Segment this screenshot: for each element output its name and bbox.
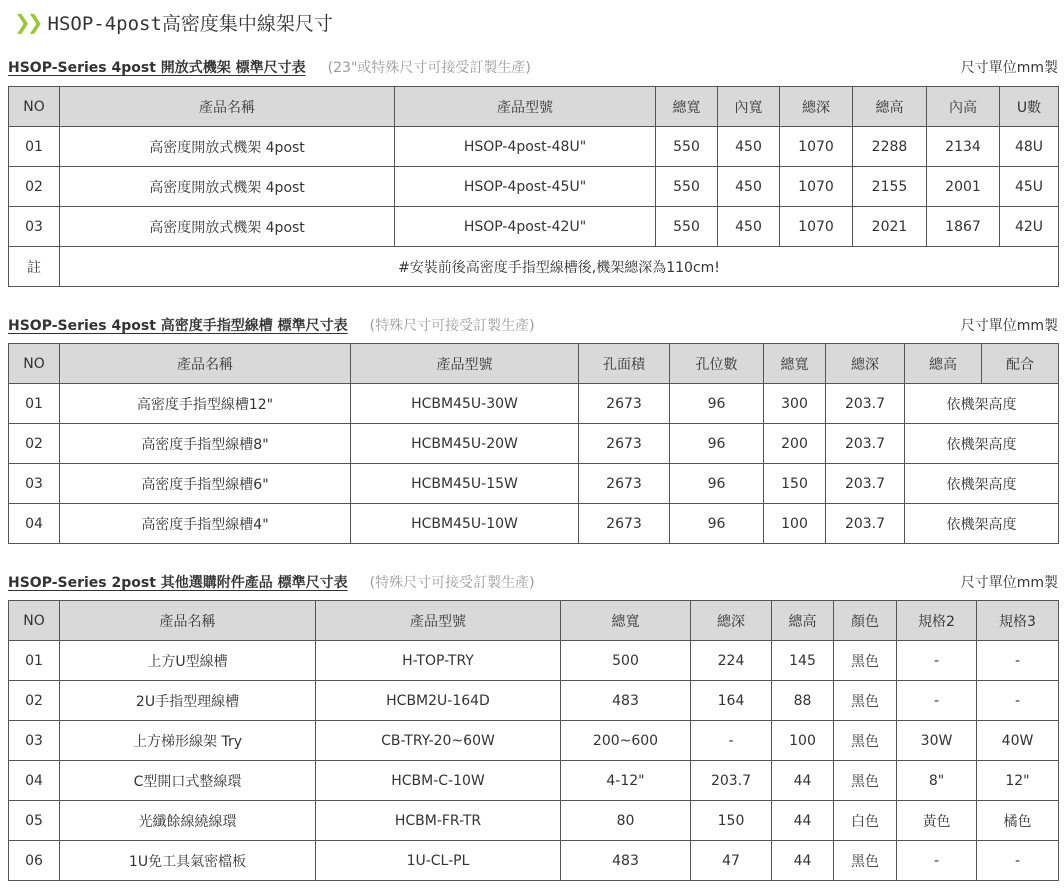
section-3-table [8,600,1059,881]
table-cell: 300 [764,384,826,424]
table-cell: 2001 [927,167,1000,207]
column-header: 產品名稱 [60,344,351,384]
column-header: 內高 [927,87,1000,127]
table-cell: - [691,721,772,761]
table-cell: 30W [897,721,977,761]
column-header: 總深 [691,601,772,641]
table-cell: 550 [656,127,718,167]
table-cell: HCBM45U-10W [351,504,579,544]
table-cell: HCBM-C-10W [316,761,561,801]
page-title [14,8,333,36]
table-cell: 03 [9,721,60,761]
section-3-title: HSOP-Series 2post 其他選購附件產品 標準尺寸表 [8,575,348,591]
column-header: 總寬 [561,601,691,641]
section-3-unit: 尺寸單位mm製 [960,575,1058,591]
table-cell: 02 [9,681,60,721]
table-cell: 光纖餘線繞線環 [60,801,316,841]
table-row [9,424,1059,464]
table-cell: 上方梯形線架 Try [60,721,316,761]
table-cell: 44 [772,841,834,881]
footnote-label: 註 [9,247,60,287]
double-chevron-right-icon: ❯❯ [14,10,40,34]
table-cell: 01 [9,641,60,681]
table-cell: 02 [9,167,60,207]
table-cell: 高密度開放式機架 4post [60,167,395,207]
table-cell: 高密度開放式機架 4post [60,207,395,247]
section-2-unit: 尺寸單位mm製 [960,318,1058,334]
table-cell: 1U免工具氣密檔板 [60,841,316,881]
table-row [9,504,1059,544]
table-cell: 96 [670,384,764,424]
table-cell: 450 [718,207,780,247]
table-cell: 白色 [834,801,897,841]
table-cell: 203.7 [826,504,905,544]
section-1-note: (23"或特殊尺寸可接受訂製生產) [327,60,531,76]
table-cell: 1U-CL-PL [316,841,561,881]
table-cell: 88 [772,681,834,721]
table-cell: 04 [9,504,60,544]
table-cell: 100 [772,721,834,761]
table-cell: 05 [9,801,60,841]
table-cell: 483 [561,841,691,881]
table-row [9,761,1059,801]
table-cell: 203.7 [826,384,905,424]
table-cell: - [977,841,1059,881]
table-cell: 橘色 [977,801,1059,841]
table-cell: 47 [691,841,772,881]
table-row [9,384,1059,424]
table-cell: 12" [977,761,1059,801]
table-header-row [9,344,1059,384]
table-cell: 200 [764,424,826,464]
column-header: NO [9,87,60,127]
section-1-unit: 尺寸單位mm製 [960,60,1058,76]
column-header: 產品型號 [316,601,561,641]
table-cell: 1070 [780,127,853,167]
table-cell: 450 [718,127,780,167]
column-header: 孔面積 [579,344,670,384]
table-cell: 黑色 [834,841,897,881]
table-cell: HCBM2U-164D [316,681,561,721]
column-header: 總高 [905,344,982,384]
table-cell: 500 [561,641,691,681]
column-header: 總深 [826,344,905,384]
column-header: 孔位數 [670,344,764,384]
table-cell: 2673 [579,384,670,424]
table-cell: 黑色 [834,721,897,761]
table-row [9,681,1059,721]
table-row [9,167,1059,207]
table-cell: 8" [897,761,977,801]
table-cell: 200~600 [561,721,691,761]
table-cell: H-TOP-TRY [316,641,561,681]
table-cell: 96 [670,504,764,544]
table-cell: 150 [691,801,772,841]
table-cell: 2673 [579,424,670,464]
column-header: 總高 [853,87,927,127]
table-row [9,641,1059,681]
section-3-note: (特殊尺寸可接受訂製生產) [369,575,535,591]
column-header: 規格3 [977,601,1059,641]
table-cell: - [897,841,977,881]
table-cell: 2155 [853,167,927,207]
table-cell: 2021 [853,207,927,247]
table-row [9,207,1059,247]
column-header: NO [9,344,60,384]
table-cell: 03 [9,207,60,247]
table-cell: 96 [670,464,764,504]
column-header: 產品名稱 [60,87,395,127]
section-2-header [8,313,1058,335]
table-cell: 01 [9,384,60,424]
column-header: 總寬 [656,87,718,127]
table-cell: 高密度手指型線槽6" [60,464,351,504]
section-1-table [8,86,1059,287]
section-2-table [8,343,1059,544]
table-cell: 44 [772,761,834,801]
column-header: 配合 [982,344,1059,384]
table-cell: HSOP-4post-42U" [395,207,656,247]
table-cell: 40W [977,721,1059,761]
table-cell: 1867 [927,207,1000,247]
column-header: 產品名稱 [60,601,316,641]
table-row [9,801,1059,841]
section-1-header [8,55,1058,77]
table-cell: C型開口式整線環 [60,761,316,801]
table-cell: 高密度手指型線槽12" [60,384,351,424]
table-cell: 黑色 [834,641,897,681]
table-cell: HCBM45U-30W [351,384,579,424]
table-cell: 224 [691,641,772,681]
table-cell: 48U [1000,127,1059,167]
footnote-text: #安裝前後高密度手指型線槽後,機架總深為110cm! [60,247,1059,287]
table-cell: 4-12" [561,761,691,801]
table-cell: 550 [656,167,718,207]
table-cell: HSOP-4post-45U" [395,167,656,207]
table-cell: 高密度手指型線槽8" [60,424,351,464]
section-2-note: (特殊尺寸可接受訂製生產) [369,318,535,334]
column-header: 產品型號 [395,87,656,127]
table-cell: 203.7 [826,424,905,464]
table-cell: 依機架高度 [905,464,1059,504]
table-cell: - [897,681,977,721]
table-cell: HCBM-FR-TR [316,801,561,841]
table-cell: 96 [670,424,764,464]
column-header: 總深 [780,87,853,127]
table-cell: 550 [656,207,718,247]
section-1-title: HSOP-Series 4post 開放式機架 標準尺寸表 [8,60,306,76]
table-cell: 1070 [780,167,853,207]
table-cell: 2673 [579,464,670,504]
table-cell: 2673 [579,504,670,544]
table-cell: 依機架高度 [905,504,1059,544]
page-title-text: HSOP-4post高密度集中線架尺寸 [47,12,333,35]
table-cell: 依機架高度 [905,384,1059,424]
table-cell: 高密度開放式機架 4post [60,127,395,167]
table-cell: HCBM45U-20W [351,424,579,464]
table-row [9,721,1059,761]
table-cell: - [977,641,1059,681]
table-cell: 依機架高度 [905,424,1059,464]
table-cell: - [977,681,1059,721]
column-header: 總寬 [764,344,826,384]
table-cell: 150 [764,464,826,504]
table-row [9,127,1059,167]
table-cell: HSOP-4post-48U" [395,127,656,167]
table-cell: HCBM45U-15W [351,464,579,504]
column-header: 規格2 [897,601,977,641]
column-header: U數 [1000,87,1059,127]
table-cell: 42U [1000,207,1059,247]
table-cell: 黃色 [897,801,977,841]
table-row [9,464,1059,504]
table-cell: CB-TRY-20~60W [316,721,561,761]
table-cell: 450 [718,167,780,207]
table-header-row [9,601,1059,641]
table-cell: 06 [9,841,60,881]
table-cell: 高密度手指型線槽4" [60,504,351,544]
column-header: 顏色 [834,601,897,641]
table-cell: 黑色 [834,681,897,721]
table-cell: 45U [1000,167,1059,207]
table-cell: 2134 [927,127,1000,167]
table-row [9,841,1059,881]
column-header: NO [9,601,60,641]
table-cell: - [897,641,977,681]
table-cell: 黑色 [834,761,897,801]
table-cell: 2288 [853,127,927,167]
table-cell: 203.7 [826,464,905,504]
table-cell: 03 [9,464,60,504]
table-cell: 483 [561,681,691,721]
table-cell: 04 [9,761,60,801]
column-header: 內寬 [718,87,780,127]
section-3-header [8,570,1058,592]
footnote-row [9,247,1059,287]
table-cell: 1070 [780,207,853,247]
table-cell: 01 [9,127,60,167]
column-header: 產品型號 [351,344,579,384]
table-cell: 145 [772,641,834,681]
table-cell: 80 [561,801,691,841]
table-cell: 02 [9,424,60,464]
section-2-title: HSOP-Series 4post 高密度手指型線槽 標準尺寸表 [8,318,348,334]
column-header: 總高 [772,601,834,641]
table-cell: 2U手指型理線槽 [60,681,316,721]
table-cell: 44 [772,801,834,841]
table-cell: 164 [691,681,772,721]
table-cell: 203.7 [691,761,772,801]
table-header-row [9,87,1059,127]
table-cell: 上方U型線槽 [60,641,316,681]
table-cell: 100 [764,504,826,544]
